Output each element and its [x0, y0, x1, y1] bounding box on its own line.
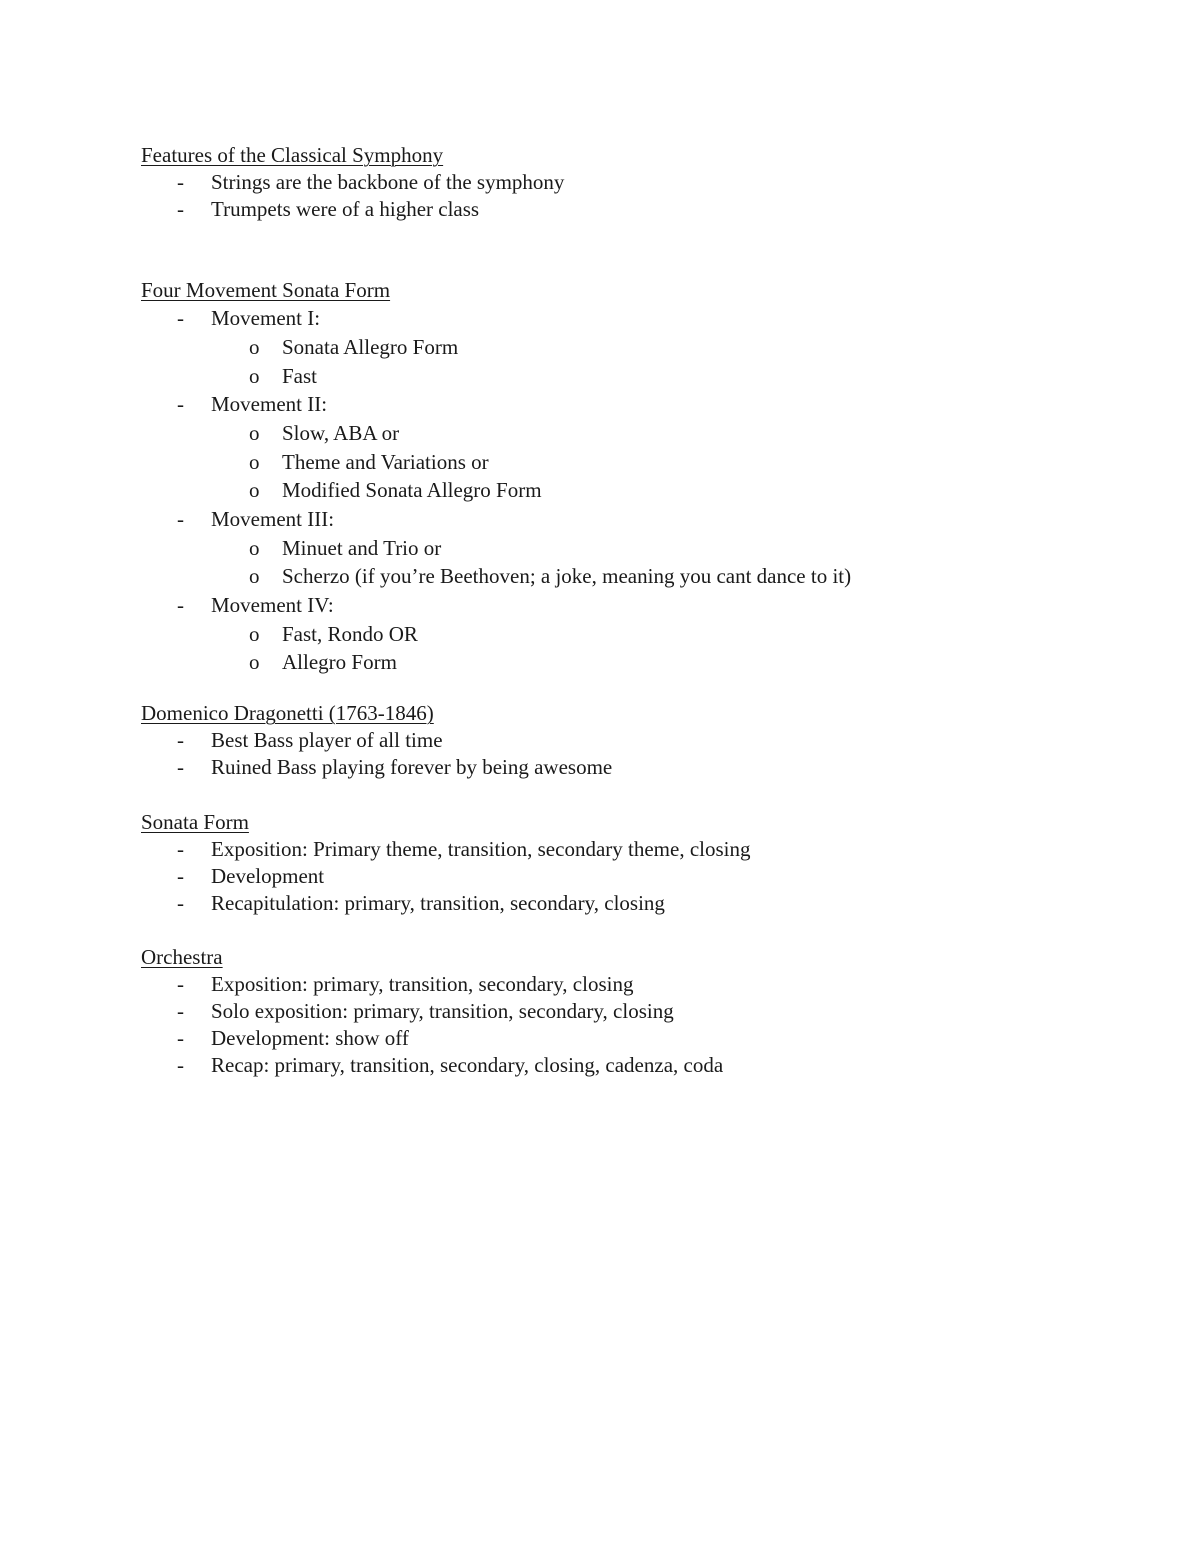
dash-bullet: - — [177, 837, 184, 861]
circle-bullet: o — [249, 421, 260, 445]
circle-bullet: o — [249, 478, 260, 502]
section-four-movement-sonata-form — [141, 277, 1141, 677]
list-item-text: Recapitulation: primary, transition, secondary, closing — [211, 891, 665, 915]
sub-list-item — [141, 476, 1141, 505]
list-item — [141, 836, 1141, 863]
list-item-text: Strings are the backbone of the symphony — [211, 170, 565, 194]
list-item — [141, 505, 1141, 534]
sub-list-item — [141, 333, 1141, 362]
dash-bullet: - — [177, 197, 184, 221]
list-item-text: Exposition: Primary theme, transition, secondary theme, closing — [211, 837, 751, 861]
list-item-text: Best Bass player of all time — [211, 728, 443, 752]
list-item — [141, 1025, 1141, 1052]
dash-bullet: - — [177, 891, 184, 915]
circle-bullet: o — [249, 335, 260, 359]
section-heading: Features of the Classical Symphony — [141, 143, 444, 167]
list-item — [141, 390, 1141, 419]
sub-item-text: Modified Sonata Allegro Form — [282, 478, 542, 502]
dash-bullet: - — [177, 1026, 184, 1050]
list-item-text: Trumpets were of a higher class — [211, 197, 480, 221]
list-item-text: Ruined Bass playing forever by being awesome — [211, 755, 613, 779]
circle-bullet: o — [249, 564, 260, 588]
dash-bullet: - — [177, 972, 184, 996]
sub-item-text: Scherzo (if you’re Beethoven; a joke, meaning you cant dance to it) — [282, 564, 852, 588]
list-item-text: Movement IV: — [211, 592, 334, 617]
sub-item-text: Fast — [282, 363, 318, 388]
list-item-text: Movement III: — [211, 506, 335, 531]
list-item — [141, 196, 1141, 223]
dash-bullet: - — [177, 592, 184, 617]
section-heading: Sonata Form — [141, 810, 249, 834]
section-orchestra — [141, 944, 1141, 1079]
sub-list-item — [141, 419, 1141, 448]
dash-bullet: - — [177, 392, 184, 416]
list-item-text: Movement I: — [211, 306, 321, 330]
list-item — [141, 754, 1141, 781]
section-classical-symphony — [141, 142, 1141, 223]
circle-bullet: o — [249, 449, 260, 474]
sub-list-item — [141, 534, 1141, 563]
list-item-text: Development — [211, 864, 325, 888]
list-item-text: Solo exposition: primary, transition, secondary, closing — [211, 999, 674, 1023]
dash-bullet: - — [177, 999, 184, 1023]
list-item-text: Recap: primary, transition, secondary, closing, cadenza, coda — [211, 1053, 724, 1077]
dash-bullet: - — [177, 755, 184, 779]
sub-list-item — [141, 562, 1141, 591]
dash-bullet: - — [177, 864, 184, 888]
list-item — [141, 304, 1141, 333]
circle-bullet: o — [249, 621, 260, 646]
list-item — [141, 591, 1141, 620]
list-item — [141, 169, 1141, 196]
list-item — [141, 863, 1141, 890]
dash-bullet: - — [177, 506, 184, 531]
list-item-text: Exposition: primary, transition, secondary, closing — [211, 972, 634, 996]
sub-item-text: Theme and Variations or — [282, 449, 489, 474]
dash-bullet: - — [177, 306, 184, 330]
sub-item-text: Slow, ABA or — [282, 421, 400, 445]
sub-list-item — [141, 448, 1141, 477]
dash-bullet: - — [177, 728, 184, 752]
list-item — [141, 890, 1141, 917]
sub-item-text: Sonata Allegro Form — [282, 335, 459, 359]
section-heading: Orchestra — [141, 945, 223, 969]
list-item — [141, 727, 1141, 754]
sub-item-text: Fast, Rondo OR — [282, 621, 418, 646]
section-sonata-form — [141, 809, 1141, 917]
section-heading: Domenico Dragonetti (1763-1846) — [141, 701, 434, 725]
sub-item-text: Minuet and Trio or — [282, 535, 442, 560]
list-item — [141, 998, 1141, 1025]
list-item — [141, 1052, 1141, 1079]
circle-bullet: o — [249, 363, 260, 388]
list-item-text: Development: show off — [211, 1026, 409, 1050]
section-dragonetti — [141, 700, 1141, 781]
dash-bullet: - — [177, 170, 184, 194]
sub-list-item — [141, 648, 1141, 677]
circle-bullet: o — [249, 650, 260, 674]
section-heading: Four Movement Sonata Form — [141, 278, 391, 302]
sub-list-item — [141, 620, 1141, 649]
sub-item-text: Allegro Form — [282, 650, 397, 674]
list-item-text: Movement II: — [211, 392, 328, 416]
circle-bullet: o — [249, 535, 260, 560]
list-item — [141, 971, 1141, 998]
sub-list-item — [141, 362, 1141, 391]
dash-bullet: - — [177, 1053, 184, 1077]
